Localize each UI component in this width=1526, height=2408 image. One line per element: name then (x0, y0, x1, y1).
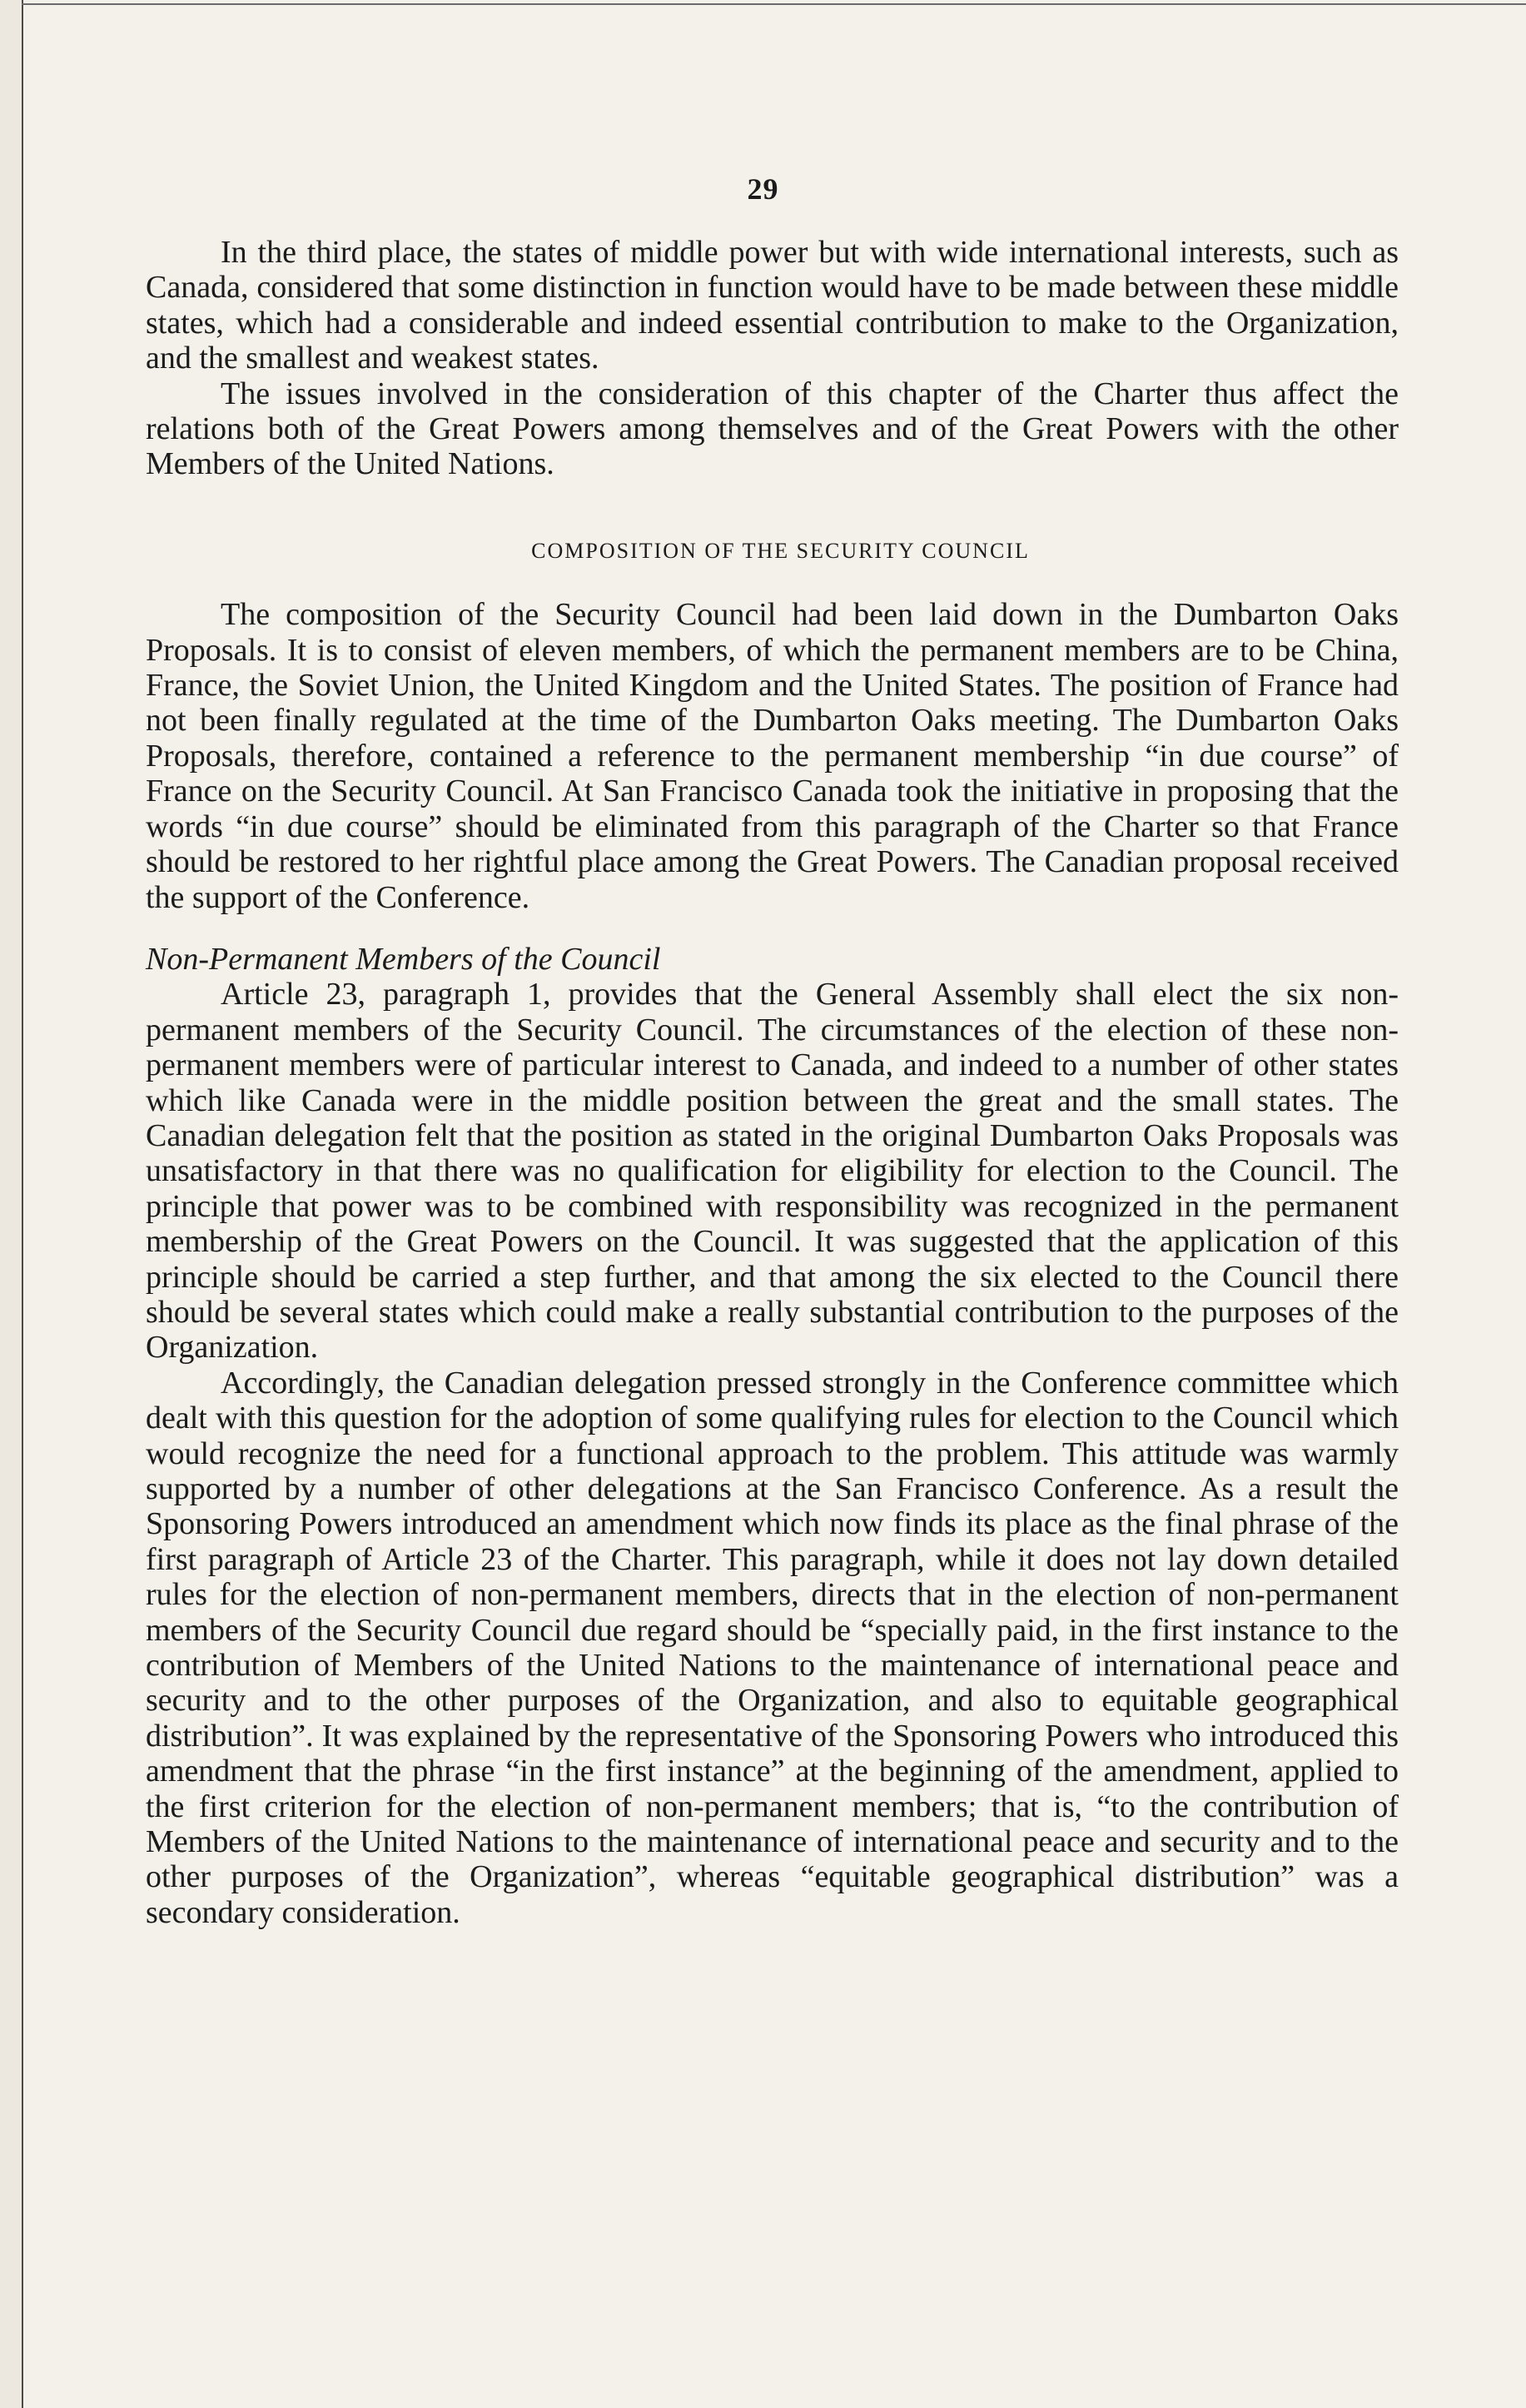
section-heading: COMPOSITION OF THE SECURITY COUNCIL (531, 538, 1030, 563)
paragraph-composition: The composition of the Security Council had been laid down in the Dumbarton Oaks Proposals. It is to consist of eleven members, of which the permanent members are to be China, France, the Soviet Union, the United Kingdom and the United States. The position of France had not been finally regulated at the time of the Dumbarton Oaks meeting. The Dumbarton Oaks Proposals, therefore, contained a reference to the permanent membership “in due course” of France on the Security Council. At San Francisco Canada took the initiative in proposing that the words “in due course” should be eliminated from this paragraph of the Charter so that France should be restored to her rightful place among the Great Powers. The Canadian proposal received the support of the Conference. (146, 597, 1399, 915)
page-top-edge (22, 0, 1526, 5)
paragraph-accordingly: Accordingly, the Canadian delegation pressed strongly in the Conference committee which dealt with this question for the adoption of some qualifying rules for election to the Council which would recognize the need for a functional approach to the problem. This attitude was warmly supported by a number of other delegations at the San Francisco Conference. As a result the Sponsoring Powers introduced an amendment which now finds its place as the final phrase of the first paragraph of Article 23 of the Charter. This paragraph, while it does not lay down detailed rules for the election of non-permanent members, directs that in the election of non-permanent members of the Security Council due regard should be “specially paid, in the first instance to the contribution of Members of the United Nations to the maintenance of international peace and security and to the other purposes of the Organization, and also to equitable geographical distribution”. It was explained by the representative of the Sponsoring Powers who introduced this amendment that the phrase “in the first instance” at the beginning of the amendment, applied to the first criterion for the election of non-permanent members; that is, “to the contribution of Members of the United Nations to the maintenance of international peace and security and to the other purposes of the Organization”, whereas “equitable geographical distribution” was a secondary consideration. (146, 1365, 1399, 1930)
page-binding-edge (0, 0, 23, 2408)
page-body (146, 235, 1399, 1930)
page-number: 29 (747, 172, 779, 206)
paragraph-issues-involved: The issues involved in the consideration of this chapter of the Charter thus affect the relations both of the Great Powers among themselves and of the Great Powers with the other Members of the United Nations. (146, 376, 1399, 482)
paragraph-middle-powers: In the third place, the states of middle power but with wide international interests, such as Canada, considered that some distinction in function would have to be made between these middle states, which had a considerable and indeed essential contribution to make to the Organization, and the smallest and weakest states. (146, 235, 1399, 376)
subheading-non-permanent-members: Non-Permanent Members of the Council (146, 941, 661, 977)
paragraph-article-23: Article 23, paragraph 1, provides that the General Assembly shall elect the six non-permanent members of the Security Council. The circumstances of the election of these non-permanent members were of particular interest to Canada, and indeed to a number of other states which like Canada were in the middle position between the great and the small states. The Canadian delegation felt that the position as stated in the original Dumbarton Oaks Proposals was unsatisfactory in that there was no qualification for eligibility for election to the Council. The principle that power was to be combined with responsibility was recognized in the permanent membership of the Great Powers on the Council. It was suggested that the application of this principle should be carried a step further, and that among the six elected to the Council there should be several states which could make a really substantial contribution to the purposes of the Organization. (146, 977, 1399, 1366)
